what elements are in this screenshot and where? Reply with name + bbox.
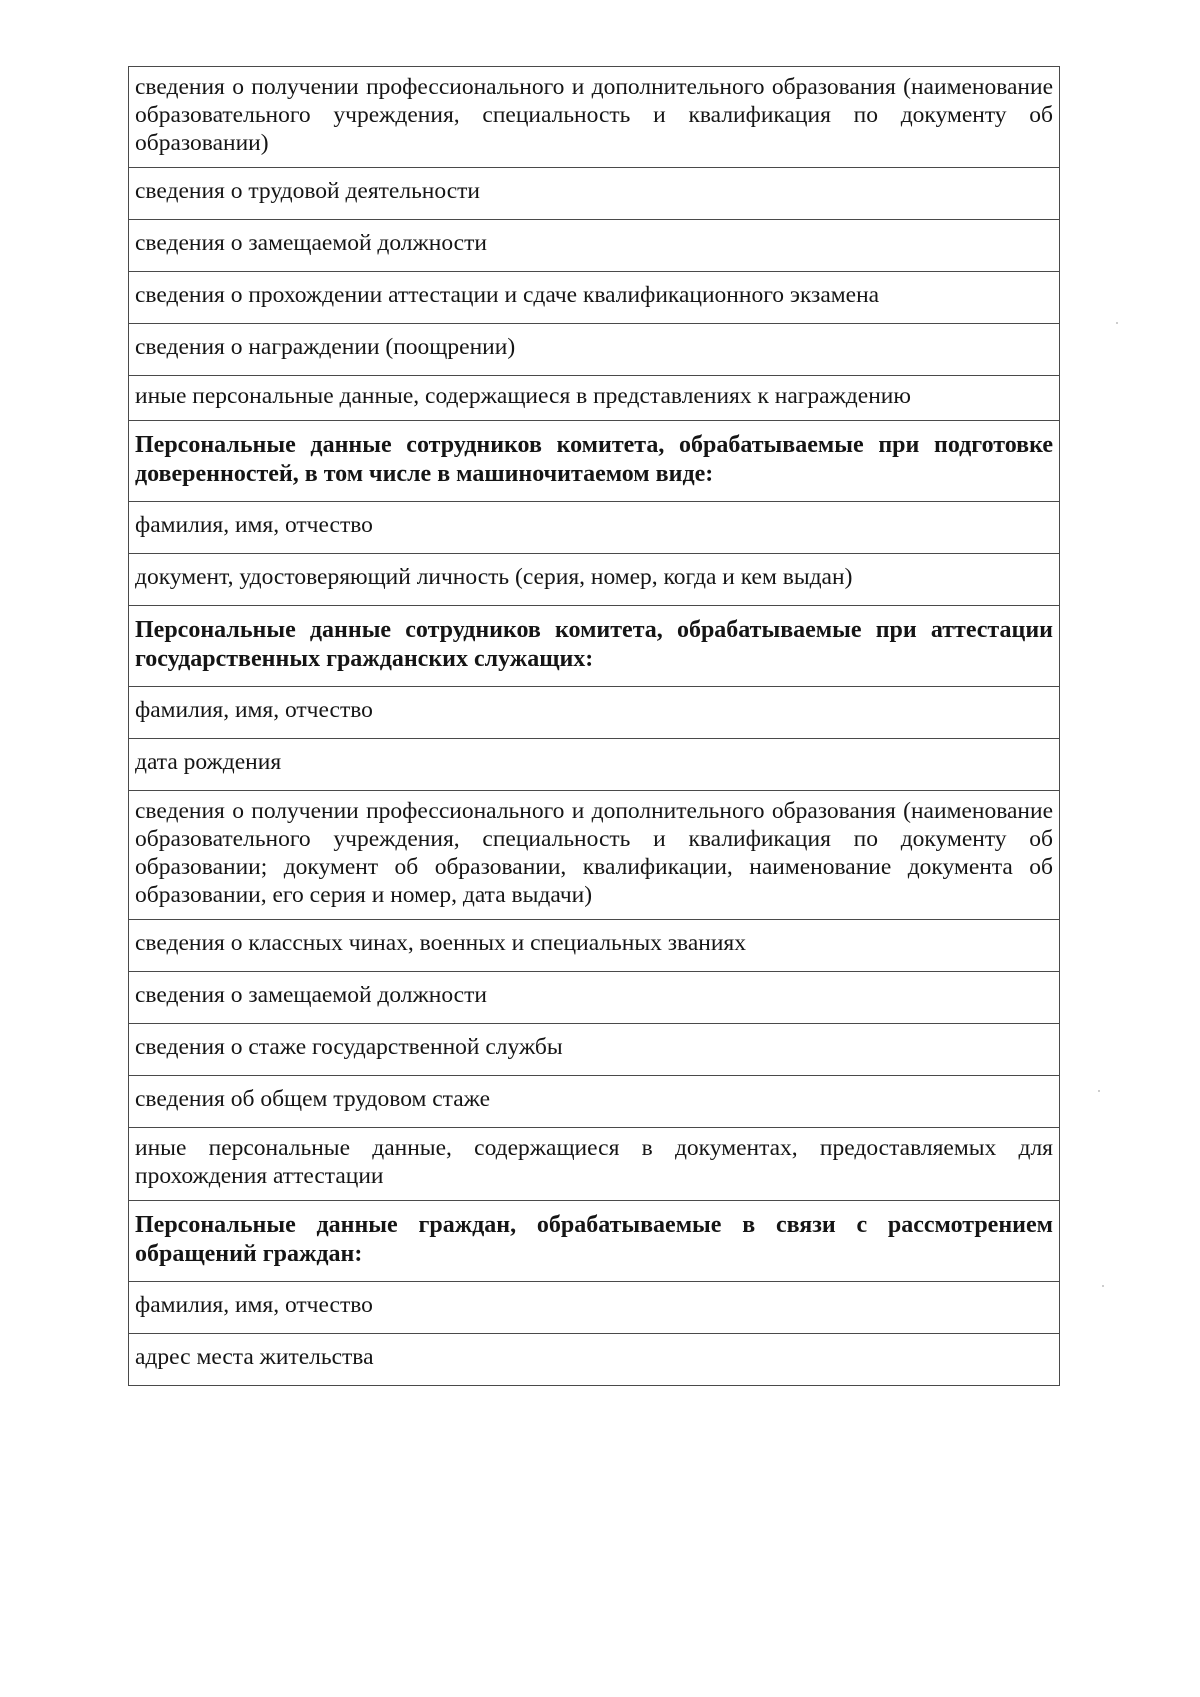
table-cell: сведения о стаже государственной службы [129,1024,1060,1076]
table-cell: сведения о замещаемой должности [129,220,1060,272]
table-cell: сведения об общем трудовом стаже [129,1076,1060,1128]
section-header: Персональные данные граждан, обрабатываемые в связи с рассмотрением обращений граждан: [129,1201,1060,1282]
table-cell: сведения о награждении (поощрении) [129,324,1060,376]
personal-data-table [128,66,1060,1386]
table-cell: дата рождения [129,739,1060,791]
table-cell: сведения о получении профессионального и дополнительного образования (наименование образовательного учреждения, специальность и квалификация по документу об образовании) [129,67,1060,168]
table-row [129,554,1060,606]
table-row [129,791,1060,920]
table-row [129,1128,1060,1201]
table-cell: фамилия, имя, отчество [129,502,1060,554]
table-row [129,376,1060,421]
table-cell: сведения о получении профессионального и дополнительного образования (наименование образовательного учреждения, специальность и квалификация по документу об образовании; документ об образовании, квалификации, наименование документа об образовании, его серия и номер, дата выдачи) [129,791,1060,920]
table-cell: иные персональные данные, содержащиеся в представлениях к награждению [129,376,1060,421]
table-row [129,687,1060,739]
table-row [129,272,1060,324]
table-cell: фамилия, имя, отчество [129,1282,1060,1334]
table-cell: сведения о классных чинах, военных и специальных званиях [129,920,1060,972]
section-header-row [129,606,1060,687]
section-header-row [129,421,1060,502]
table-row [129,1076,1060,1128]
table-row [129,220,1060,272]
table-row [129,1282,1060,1334]
table-cell: сведения о замещаемой должности [129,972,1060,1024]
scan-speck [1116,322,1118,324]
table-cell: документ, удостоверяющий личность (серия, номер, когда и кем выдан) [129,554,1060,606]
section-header: Персональные данные сотрудников комитета, обрабатываемые при аттестации государственных гражданских служащих: [129,606,1060,687]
table-row [129,972,1060,1024]
table-row [129,1334,1060,1386]
table-row [129,502,1060,554]
table-cell: адрес места жительства [129,1334,1060,1386]
section-header: Персональные данные сотрудников комитета, обрабатываемые при подготовке доверенностей, в том числе в машиночитаемом виде: [129,421,1060,502]
table-cell: сведения о трудовой деятельности [129,168,1060,220]
table-row [129,168,1060,220]
table-row [129,920,1060,972]
table-cell: фамилия, имя, отчество [129,687,1060,739]
table-row [129,67,1060,168]
table-row [129,324,1060,376]
table-row [129,739,1060,791]
table-cell: сведения о прохождении аттестации и сдаче квалификационного экзамена [129,272,1060,324]
scan-speck [1102,1285,1104,1287]
table-cell: иные персональные данные, содержащиеся в документах, предоставляемых для прохождения аттестации [129,1128,1060,1201]
section-header-row [129,1201,1060,1282]
scan-speck [1098,1090,1100,1092]
table-row [129,1024,1060,1076]
